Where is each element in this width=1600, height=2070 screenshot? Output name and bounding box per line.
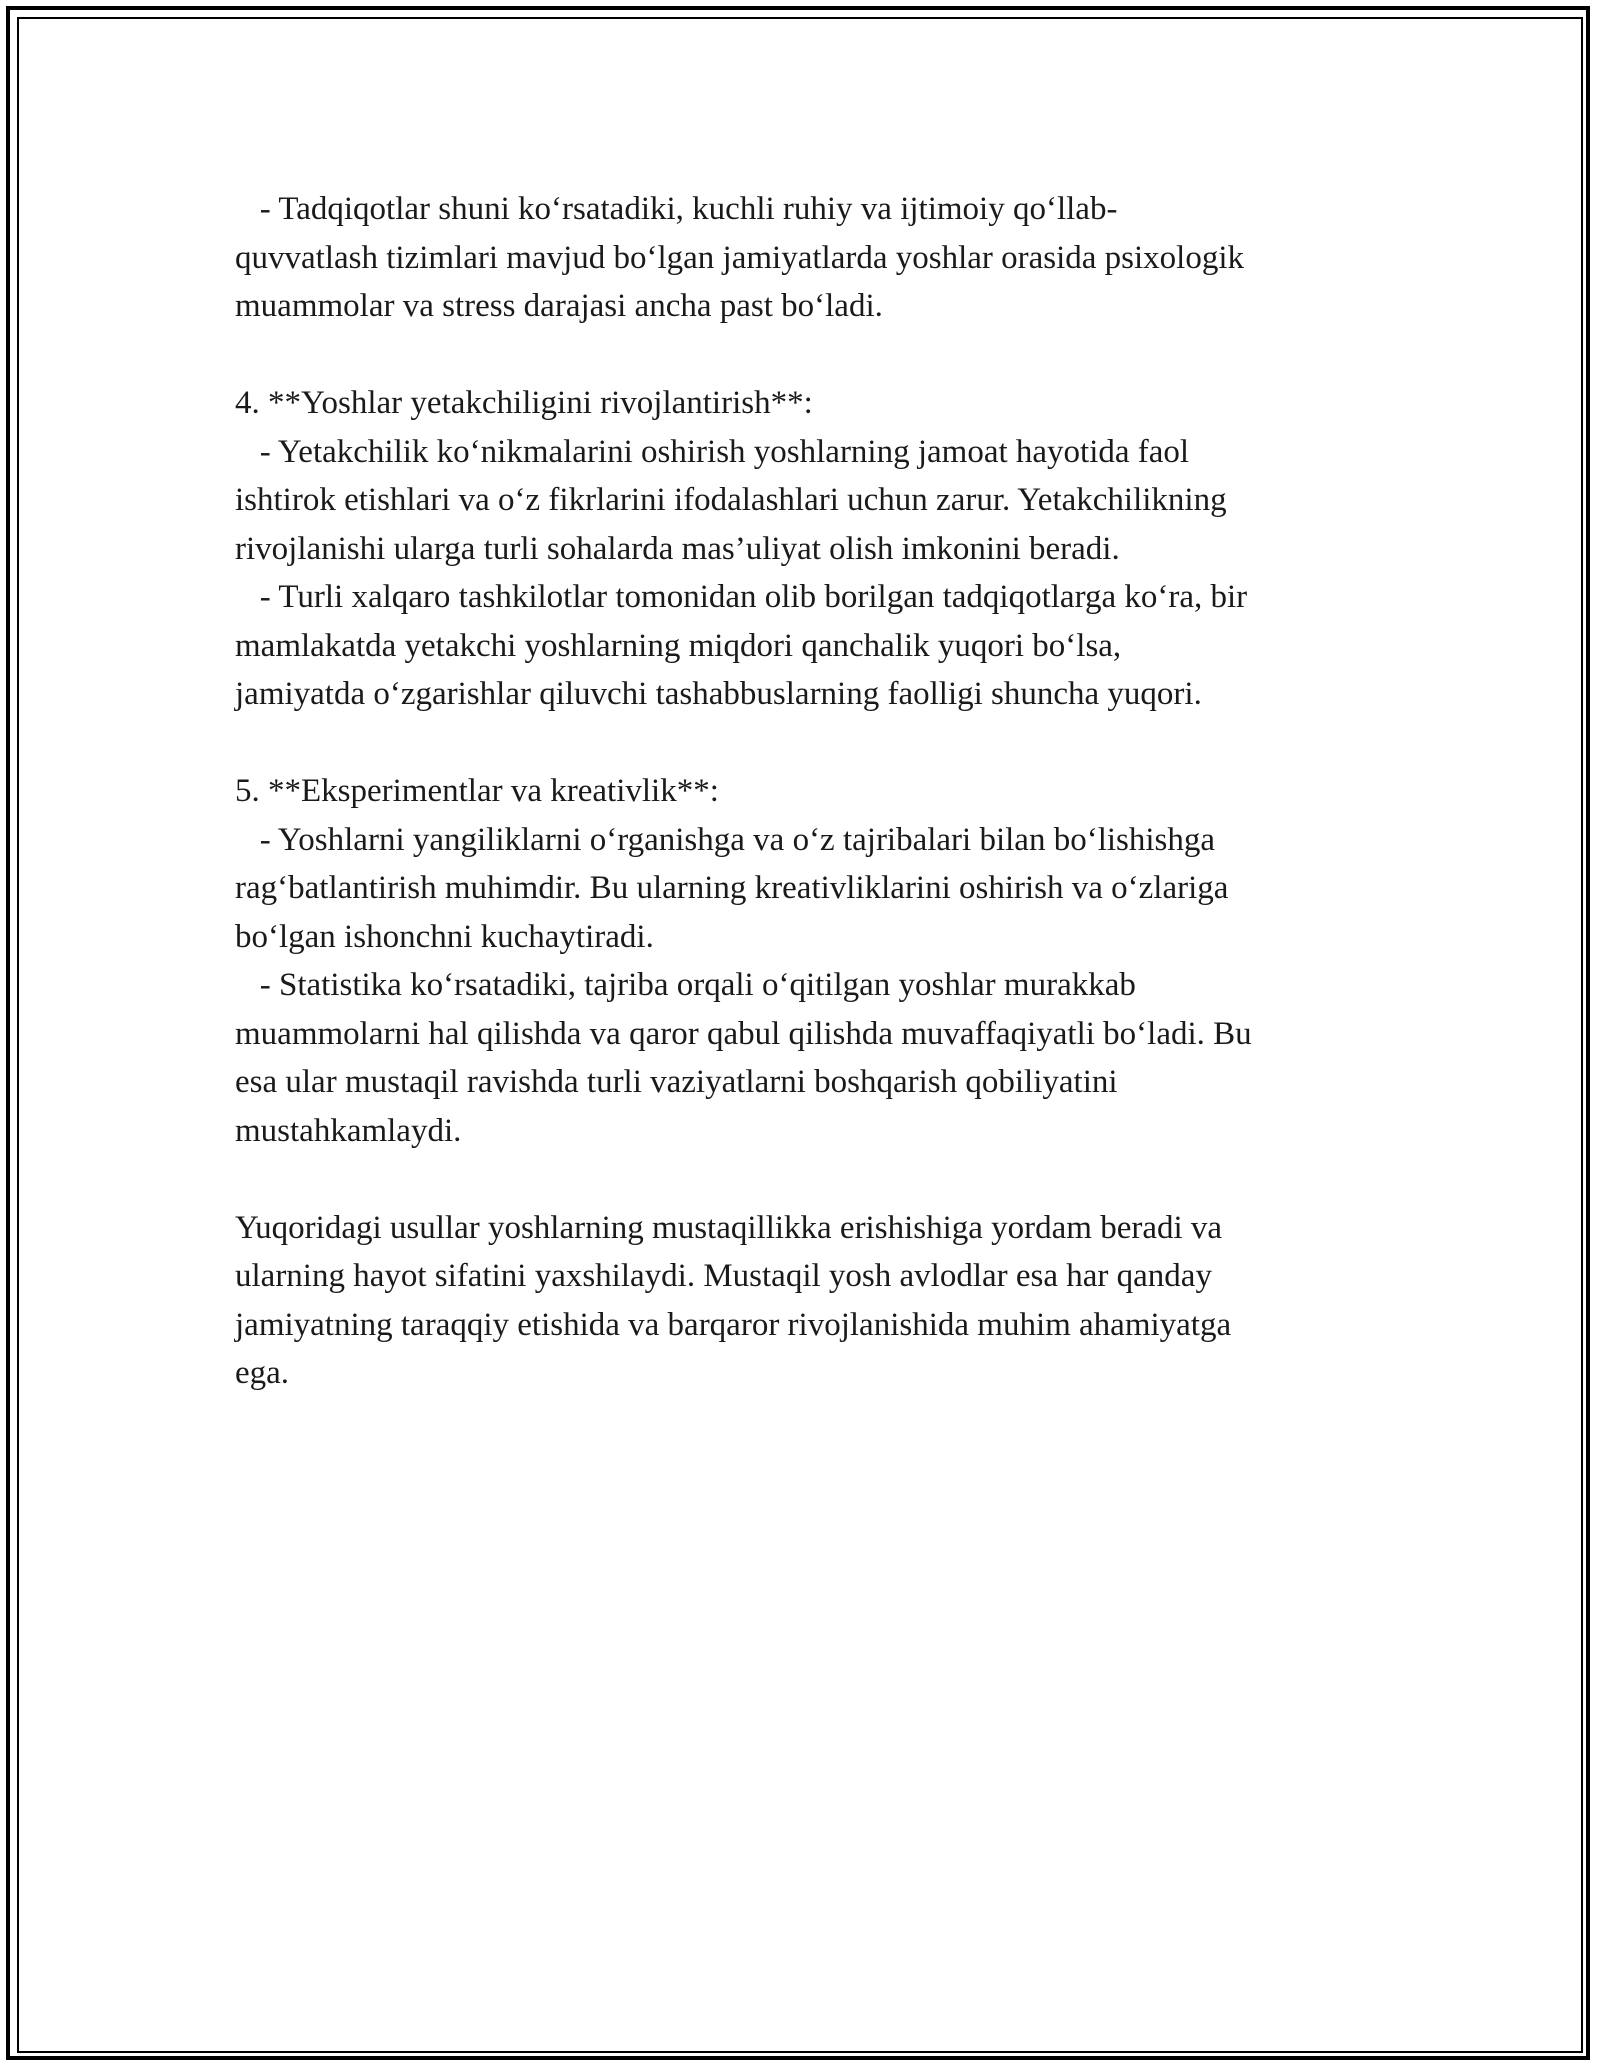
text-line: ega. <box>235 1355 290 1391</box>
section5-bullet-2 <box>235 961 1365 1155</box>
text-line: bo‘lgan ishonchni kuchaytiradi. <box>235 918 654 955</box>
section5-bullet-1 <box>235 816 1365 962</box>
text-line: ularning hayot sifatini yaxshilaydi. Mustaqil yosh avlodlar esa har qanday <box>235 1258 1212 1294</box>
text-line: muammolarni hal qilishda va qaror qabul qilishda muvaffaqiyatli bo‘ladi. Bu <box>235 1015 1252 1052</box>
text-line: jamiyatning taraqqiy etishida va barqaror rivojlanishida muhim ahamiyatga <box>235 1306 1232 1343</box>
text-line: - Statistika ko‘rsatadiki, tajriba orqali o‘qitilgan yoshlar murakkab <box>235 967 1136 1003</box>
paragraph-gap <box>235 1155 1365 1204</box>
section-heading: 4. **Yoshlar yetakchiligini rivojlantirish**: <box>235 385 813 421</box>
section-heading: 5. **Eksperimentlar va kreativlik**: <box>235 773 719 809</box>
text-line: esa ular mustaqil ravishda turli vaziyatlarni boshqarish qobiliyatini <box>235 1064 1118 1100</box>
section-4 <box>235 379 1365 719</box>
text-line: - Turli xalqaro tashkilotlar tomonidan olib borilgan tadqiqotlarga ko‘ra, bir <box>235 579 1248 615</box>
text-line: mamlakatda yetakchi yoshlarning miqdori qanchalik yuqori bo‘lsa, <box>235 627 1122 664</box>
text-line: - Yoshlarni yangiliklarni o‘rganishga va o‘z tajribalari bilan bo‘lishishga <box>235 821 1216 858</box>
text-line: jamiyatda o‘zgarishlar qiluvchi tashabbuslarning faolligi shuncha yuqori. <box>235 676 1202 712</box>
section4-bullet-1 <box>235 428 1365 574</box>
document-body <box>235 185 1365 1398</box>
text-line: rag‘batlantirish muhimdir. Bu ularning kreativliklarini oshirish va o‘zlariga <box>235 870 1229 906</box>
paragraph-gap <box>235 719 1365 768</box>
text-line: - Tadqiqotlar shuni ko‘rsatadiki, kuchli ruhiy va ijtimoiy qo‘llab- <box>235 191 1118 227</box>
text-line: - Yetakchilik ko‘nikmalarini oshirish yoshlarning jamoat hayotida faol <box>235 433 1190 470</box>
text-line: quvvatlash tizimlari mavjud bo‘lgan jamiyatlarda yoshlar orasida psixologik <box>235 239 1245 276</box>
conclusion-paragraph <box>235 1204 1365 1398</box>
text-line: ishtirok etishlari va o‘z fikrlarini ifodalashlari uchun zarur. Yetakchilikning <box>235 482 1227 518</box>
section3-bullet-2 <box>235 185 1365 331</box>
text-line: Yuqoridagi usullar yoshlarning mustaqillikka erishishiga yordam beradi va <box>235 1209 1223 1246</box>
text-line: mustahkamlaydi. <box>235 1112 462 1149</box>
section4-bullet-2 <box>235 573 1365 719</box>
paragraph-gap <box>235 331 1365 380</box>
text-line: muammolar va stress darajasi ancha past bo‘ladi. <box>235 288 883 324</box>
text-line: rivojlanishi ularga turli sohalarda mas’uliyat olish imkonini beradi. <box>235 530 1120 567</box>
section-5 <box>235 767 1365 1155</box>
